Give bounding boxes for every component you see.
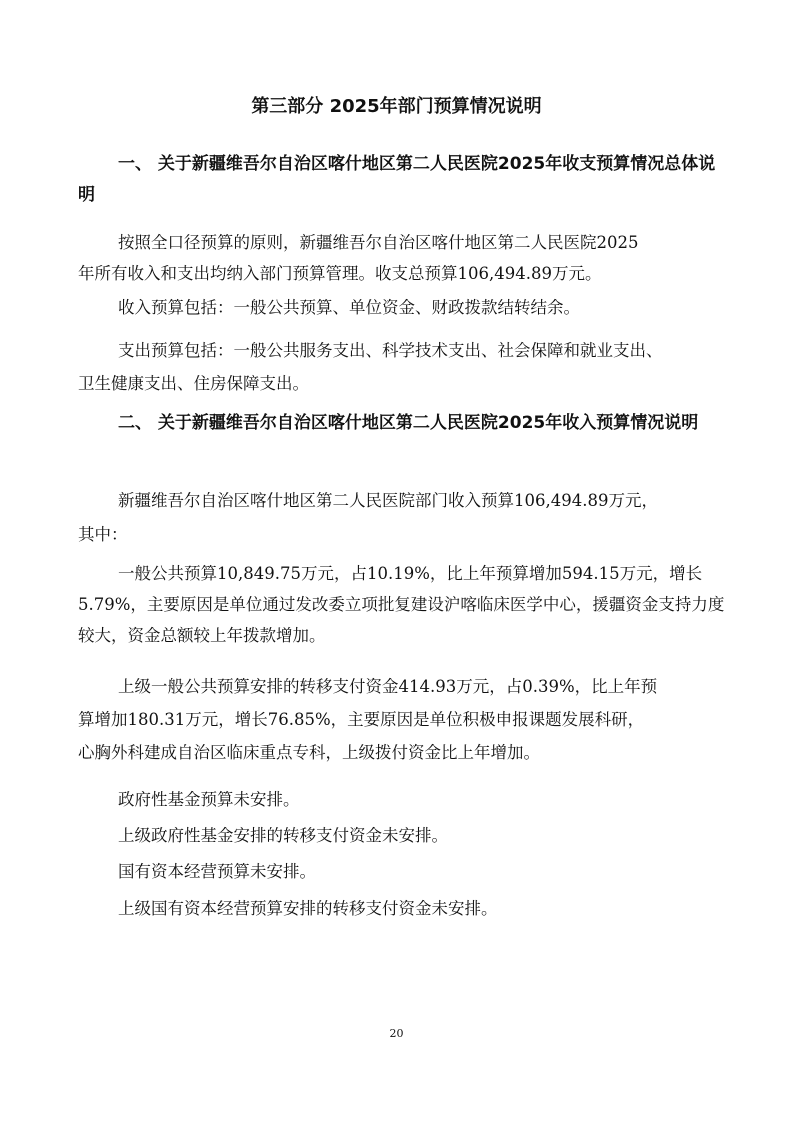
section-2-paragraph-1-line-2: 其中：	[78, 525, 128, 544]
section-2-paragraph-3-line-3: 心胸外科建成自治区临床重点专科，上级拨付资金比上年增加。	[78, 743, 540, 762]
section-2-paragraph-3-line-1: 上级一般公共预算安排的转移支付资金414.93万元，占0.39%，比上年预	[118, 677, 658, 696]
section-2-paragraph-5: 上级政府性基金安排的转移支付资金未安排。	[118, 826, 448, 845]
section-1-heading: 一、 关于新疆维吾尔自治区喀什地区第二人民医院2025年收支预算情况总体说明	[78, 154, 716, 205]
section-1-paragraph-1-line-1: 按照全口径预算的原则，新疆维吾尔自治区喀什地区第二人民医院2025	[118, 233, 639, 252]
section-1-paragraph-1-line-2: 年所有收入和支出均纳入部门预算管理。收支总预算106,494.89万元。	[78, 264, 602, 283]
page-number: 20	[389, 1027, 404, 1040]
section-2-paragraph-7: 上级国有资本经营预算安排的转移支付资金未安排。	[118, 899, 498, 918]
section-1-paragraph-2: 收入预算包括：一般公共预算、单位资金、财政拨款结转结余。	[118, 298, 580, 317]
page-title: 第三部分 2025年部门预算情况说明	[251, 96, 542, 117]
section-1-paragraph-3-line-2: 卫生健康支出、住房保障支出。	[78, 374, 309, 393]
section-2-paragraph-4: 政府性基金预算未安排。	[118, 790, 300, 809]
section-2-paragraph-1-line-1: 新疆维吾尔自治区喀什地区第二人民医院部门收入预算106,494.89万元，	[118, 491, 658, 510]
section-2-paragraph-3-line-2: 算增加180.31万元，增长76.85%，主要原因是单位积极申报课题发展科研，	[78, 710, 645, 729]
section-2-paragraph-6: 国有资本经营预算未安排。	[118, 862, 316, 881]
section-1-paragraph-3-line-1: 支出预算包括：一般公共服务支出、科学技术支出、社会保障和就业支出、	[118, 341, 663, 360]
section-2-paragraph-2: 一般公共预算10,849.75万元，占10.19%，比上年预算增加594.15万元，增长5.79%，主要原因是单位通过发改委立项批复建设沪喀临床医学中心，援疆资金支持力度较大，资金总额较上年拨款增加。	[78, 564, 725, 645]
section-2-heading: 二、 关于新疆维吾尔自治区喀什地区第二人民医院2025年收入预算情况说明	[118, 413, 699, 433]
